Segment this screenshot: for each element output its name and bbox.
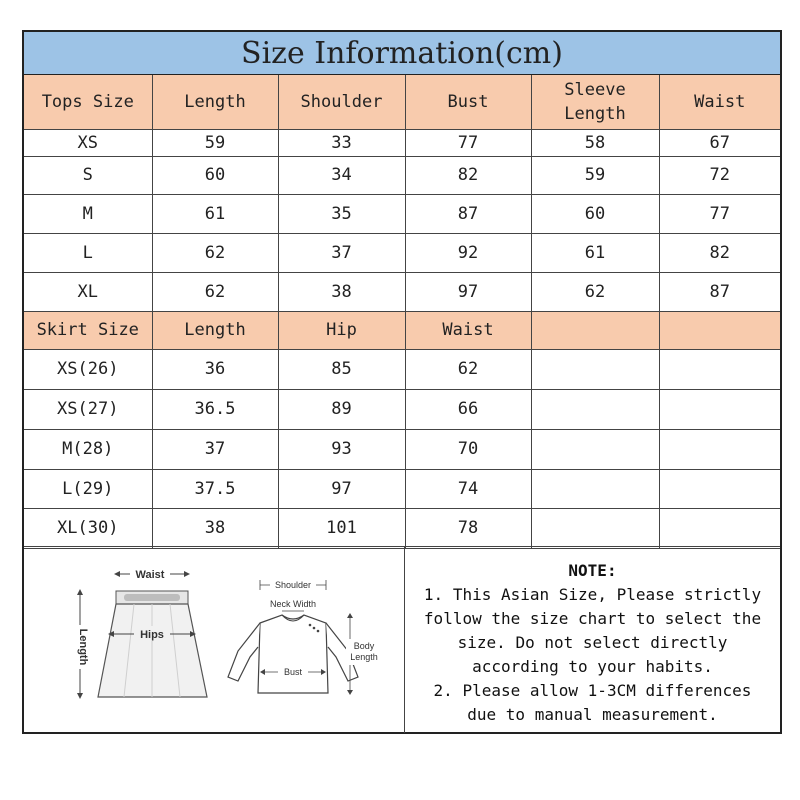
table-cell: 61: [152, 194, 278, 233]
skirt-header-cell: Length: [152, 311, 278, 349]
table-row: [24, 389, 780, 429]
table-cell: [531, 508, 659, 548]
size-chart: [22, 30, 782, 734]
table-cell: XS: [24, 129, 152, 156]
note-heading: NOTE:: [568, 561, 617, 580]
measurement-diagram: [24, 547, 405, 733]
table-row: [24, 156, 780, 194]
table-cell: 74: [405, 469, 531, 508]
table-cell: 82: [405, 156, 531, 194]
table-cell: 85: [278, 349, 405, 389]
table-row: [24, 429, 780, 469]
note-line: 2. Please allow 1-3CM differences: [433, 681, 752, 700]
top-body-length-label-2: Length: [350, 652, 378, 662]
note-line: follow the size chart to select the: [423, 609, 762, 628]
skirt-header-cell: Waist: [405, 311, 531, 349]
table-cell: 61: [531, 233, 659, 272]
table-cell: [659, 349, 780, 389]
table-cell: 33: [278, 129, 405, 156]
tops-header-cell: Waist: [659, 75, 780, 129]
table-cell: M(28): [24, 429, 152, 469]
table-cell: 58: [531, 129, 659, 156]
table-cell: [659, 389, 780, 429]
table-cell: 59: [152, 129, 278, 156]
table-cell: 77: [659, 194, 780, 233]
skirt-header-cell: Hip: [278, 311, 405, 349]
skirt-header-cell: [659, 311, 780, 349]
table-row: [24, 129, 780, 156]
table-cell: 60: [152, 156, 278, 194]
table-cell: XS(27): [24, 389, 152, 429]
note-box: [405, 547, 780, 733]
table-cell: 34: [278, 156, 405, 194]
table-cell: 77: [405, 129, 531, 156]
table-cell: 37: [278, 233, 405, 272]
table-cell: 59: [531, 156, 659, 194]
table-row: [24, 272, 780, 311]
table-cell: 97: [405, 272, 531, 311]
size-table: [24, 75, 780, 549]
skirt-header-row: [24, 311, 780, 349]
note-line: size. Do not select directly: [457, 633, 728, 652]
tops-header-cell: Tops Size: [24, 75, 152, 129]
table-cell: 38: [152, 508, 278, 548]
top-bust-label: Bust: [283, 667, 303, 677]
table-cell: 62: [405, 349, 531, 389]
table-cell: S: [24, 156, 152, 194]
top-body-length-label-1: Body: [353, 641, 375, 651]
top-shoulder-label: Shoulder: [274, 580, 312, 590]
table-cell: 67: [659, 129, 780, 156]
table-cell: 78: [405, 508, 531, 548]
table-cell: XL: [24, 272, 152, 311]
table-cell: 38: [278, 272, 405, 311]
table-cell: [531, 389, 659, 429]
tops-header-row: [24, 75, 780, 129]
table-cell: [531, 469, 659, 508]
table-cell: [659, 429, 780, 469]
garment-diagram-icon: [24, 547, 404, 733]
note-line: due to manual measurement.: [467, 705, 718, 724]
tops-header-cell: Bust: [405, 75, 531, 129]
table-cell: 60: [531, 194, 659, 233]
table-cell: 62: [152, 233, 278, 272]
note-line: 1. This Asian Size, Please strictly: [423, 585, 762, 604]
table-cell: XL(30): [24, 508, 152, 548]
table-cell: 82: [659, 233, 780, 272]
table-cell: 97: [278, 469, 405, 508]
table-cell: [659, 469, 780, 508]
skirt-diagram: [73, 566, 207, 699]
table-cell: 37.5: [152, 469, 278, 508]
skirt-header-cell: [531, 311, 659, 349]
table-cell: 37: [152, 429, 278, 469]
tops-header-cell: Sleeve Length: [531, 75, 659, 129]
table-cell: 62: [531, 272, 659, 311]
table-cell: 87: [659, 272, 780, 311]
table-cell: XS(26): [24, 349, 152, 389]
info-section: [24, 546, 780, 733]
table-cell: L(29): [24, 469, 152, 508]
skirt-waist-label: Waist: [135, 569, 165, 581]
table-cell: 70: [405, 429, 531, 469]
note-line: according to your habits.: [472, 657, 713, 676]
skirt-hips-label: Hips: [140, 629, 164, 641]
tops-header-cell: Shoulder: [278, 75, 405, 129]
table-cell: L: [24, 233, 152, 272]
table-cell: 66: [405, 389, 531, 429]
table-cell: M: [24, 194, 152, 233]
table-row: [24, 469, 780, 508]
table-row: [24, 349, 780, 389]
table-cell: 92: [405, 233, 531, 272]
top-neck-label: Neck Width: [269, 599, 317, 609]
table-cell: 35: [278, 194, 405, 233]
skirt-header-cell: Skirt Size: [24, 311, 152, 349]
table-row: [24, 508, 780, 548]
skirt-length-label: Length: [77, 628, 89, 666]
table-cell: [531, 349, 659, 389]
table-cell: 62: [152, 272, 278, 311]
table-cell: 101: [278, 508, 405, 548]
top-diagram: [228, 579, 382, 695]
table-cell: 36: [152, 349, 278, 389]
table-row: [24, 194, 780, 233]
table-cell: 89: [278, 389, 405, 429]
table-cell: 93: [278, 429, 405, 469]
chart-title: Size Information(cm): [24, 32, 780, 75]
table-cell: 72: [659, 156, 780, 194]
table-row: [24, 233, 780, 272]
table-cell: 87: [405, 194, 531, 233]
table-cell: [659, 508, 780, 548]
table-cell: [531, 429, 659, 469]
table-cell: 36.5: [152, 389, 278, 429]
tops-header-cell: Length: [152, 75, 278, 129]
